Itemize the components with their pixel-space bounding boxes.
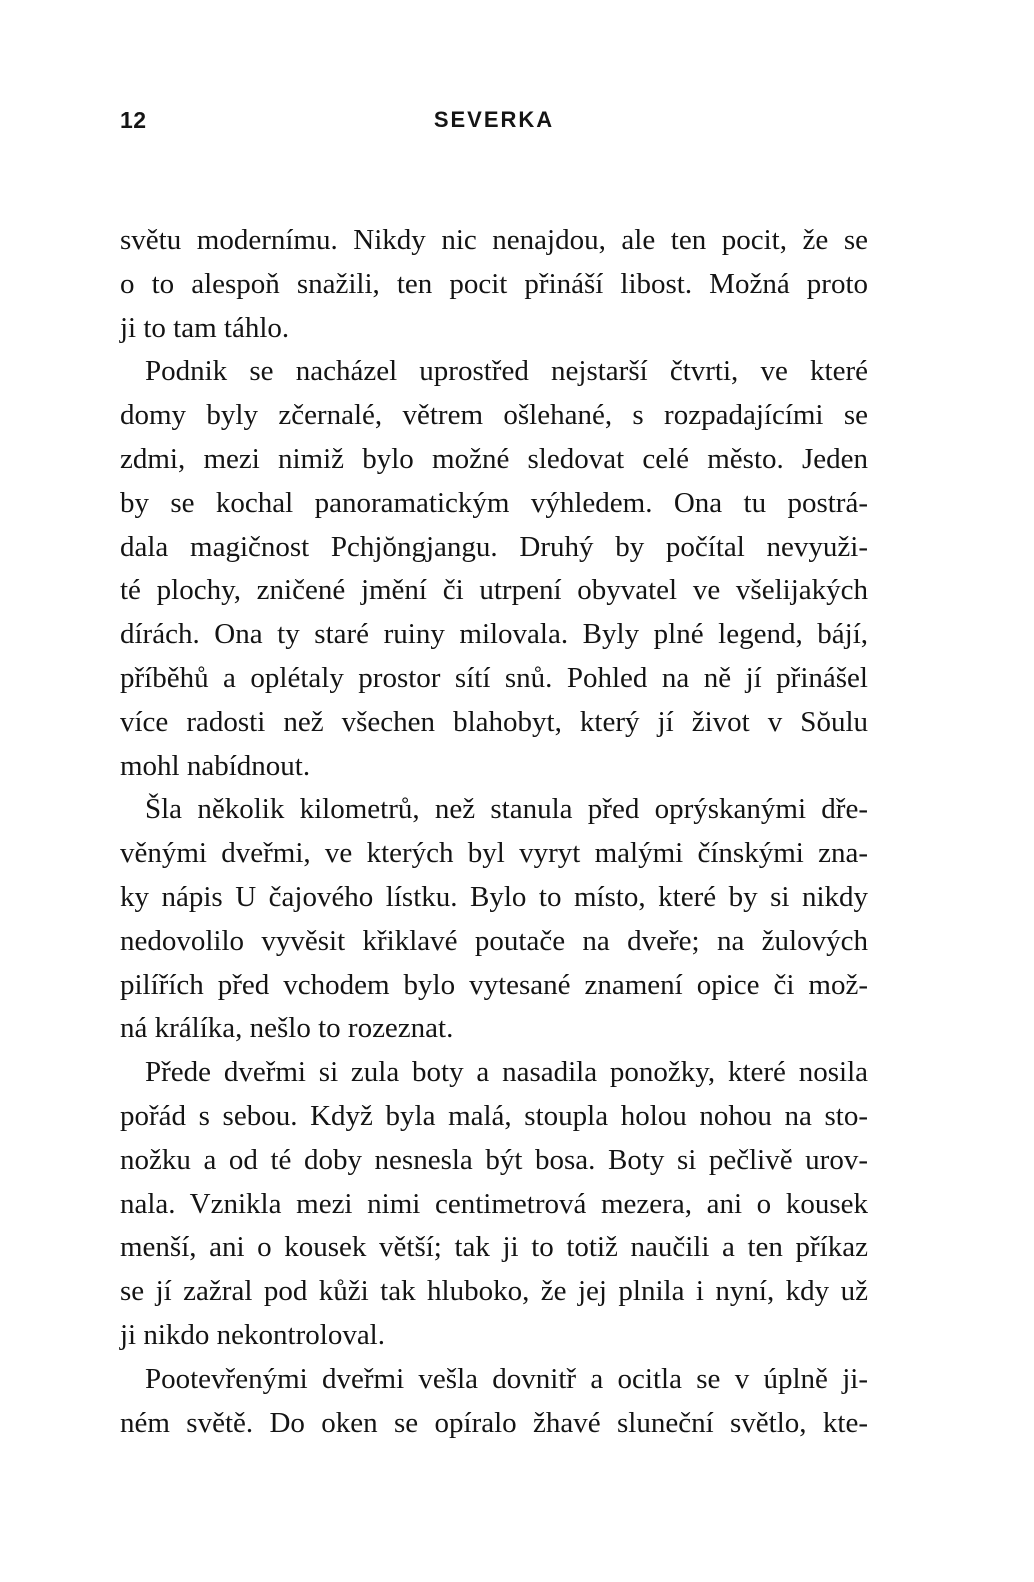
text-line: světu modernímu. Nikdy nic nenajdou, ale ten pocit, že se — [120, 224, 868, 256]
text-line: mohl nabídnout. — [120, 749, 311, 782]
text-line: pilířích před vchodem bylo vytesané znamení opice či mož- — [120, 968, 868, 1001]
text-line: ji to tam táhlo. — [120, 311, 290, 344]
page-number: 12 — [120, 107, 147, 133]
paragraph — [120, 219, 868, 350]
text-line: příběhů a oplétaly prostor sítí snů. Pohled na ně jí přinášel — [120, 661, 868, 694]
text-line: té plochy, zničené jmění či utrpení obyvatel ve všelijakých — [120, 574, 868, 607]
text-line: domy byly zčernalé, větrem ošlehané, s rozpadajícími se — [120, 399, 868, 432]
text-line: nedovolilo vyvěsit křiklavé poutače na dveře; na žulových — [120, 924, 868, 957]
text-line: o to alespoň snažili, ten pocit přináší libost. Možná proto — [120, 267, 868, 300]
text-line: ném světě. Do oken se opíralo žhavé sluneční světlo, kte- — [120, 1406, 868, 1439]
text-line: menší, ani o kousek větší; tak ji to totiž naučili a ten příkaz — [120, 1231, 868, 1264]
text-line: ji nikdo nekontroloval. — [120, 1318, 385, 1351]
paragraph — [120, 1358, 868, 1446]
running-head: SEVERKA — [433, 107, 555, 132]
text-line: věnými dveřmi, ve kterých byl vyryt malými čínskými zna- — [120, 837, 868, 870]
text-line: ky nápis U čajového lístku. Bylo to místo, které by si nikdy — [120, 880, 868, 913]
text-line: Šla několik kilometrů, než stanula před oprýskanými dře- — [145, 793, 868, 826]
text-line: ná králíka, nešlo to rozeznat. — [120, 1012, 454, 1045]
paragraph — [120, 350, 868, 788]
text-line: více radosti než všechen blahobyt, který jí život v Sŏulu — [120, 705, 868, 738]
text-line: by se kochal panoramatickým výhledem. Ona tu postrá- — [120, 486, 868, 519]
page-header — [120, 108, 868, 136]
text-line: dala magičnost Pchjŏngjangu. Druhý by počítal nevyuži- — [120, 530, 868, 563]
text-line: nala. Vznikla mezi nimi centimetrová mezera, ani o kousek — [120, 1187, 868, 1220]
paragraph — [120, 1051, 868, 1358]
text-line: Podnik se nacházel uprostřed nejstarší čtvrti, ve které — [145, 355, 868, 388]
text-line: pořád s sebou. Když byla malá, stoupla holou nohou na sto- — [120, 1099, 868, 1132]
text-line: zdmi, mezi nimiž bylo možné sledovat celé město. Jeden — [120, 442, 868, 475]
text-line: Přede dveřmi si zula boty a nasadila ponožky, které nosila — [145, 1056, 868, 1089]
text-line: Pootevřenými dveřmi vešla dovnitř a ocitla se v úplně ji- — [145, 1362, 868, 1395]
text-line: se jí zažral pod kůži tak hluboko, že jej plnila i nyní, kdy už — [120, 1275, 868, 1308]
body-text — [120, 219, 868, 1445]
paragraph — [120, 788, 868, 1051]
text-line: dírách. Ona ty staré ruiny milovala. Byly plné legend, bájí, — [120, 618, 868, 651]
text-line: nožku a od té doby nesnesla být bosa. Boty si pečlivě urov- — [120, 1143, 868, 1176]
